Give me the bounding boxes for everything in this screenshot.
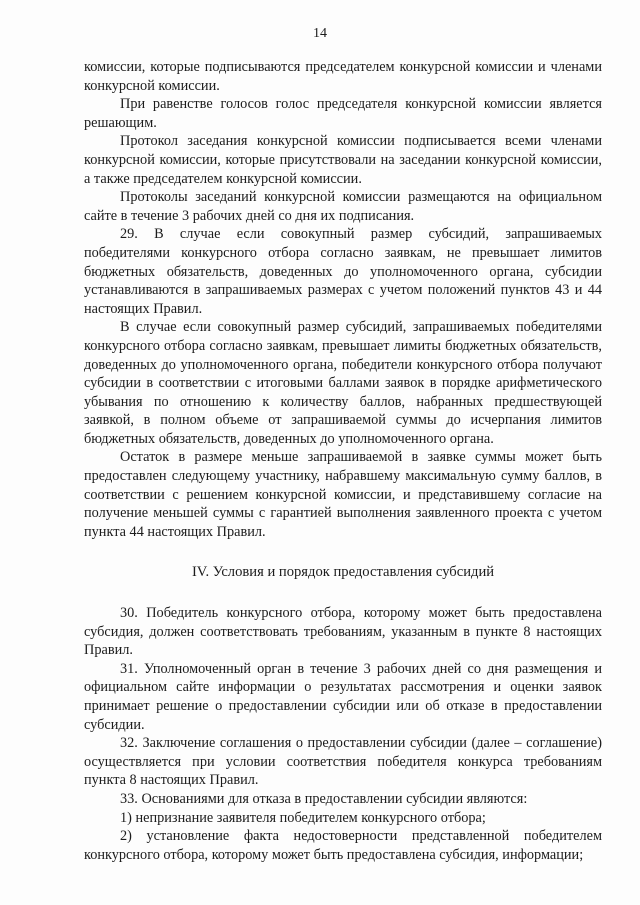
paragraph: При равенстве голосов голос председателя конкурсной комиссии является решающим. — [84, 96, 602, 131]
paragraph-item-33: 33. Основаниями для отказа в предоставлении субсидии являются: — [120, 790, 528, 807]
paragraph-item-29: 29. В случае если совокупный размер субсидий, запрашиваемых победителями конкурсного отбора согласно заявкам, не превышает лимитов бюджетных обязательств, доведенных до уполномоченного органа, субсидии устанавливаются в запрашиваемых размерах с учетом положений пунктов 43 и 44 настоящих Правил. — [84, 226, 602, 317]
paragraph: Протокол заседания конкурсной комиссии подписывается всеми членами конкурсной комиссии, которые присутствовали на заседании конкурсной комиссии, а также председателем конкурсной комиссии. — [84, 133, 602, 187]
paragraph-item-32: 32. Заключение соглашения о предоставлении субсидии (далее – соглашение) осуществляется при условии соответствия победителя конкурса требованиям пункта 8 настоящих Правил. — [84, 735, 602, 789]
document-body — [84, 58, 602, 864]
paragraph-item-31: 31. Уполномоченный орган в течение 3 рабочих дней со дня размещения и официальном сайте информации о результатах рассмотрения и оценки заявок принимает решение о предоставлении субсидии или об отказе в предоставлении субсидии. — [84, 660, 602, 733]
list-item: 1) непризнание заявителя победителем конкурсного отбора; — [120, 809, 486, 826]
page-number: 14 — [313, 26, 327, 41]
list-item: 2) установление факта недостоверности представленной победителем конкурсного отбора, которому может быть предоставлена субсидия, информации; — [84, 828, 602, 863]
paragraph-continuation: комиссии, которые подписываются председателем конкурсной комиссии и членами конкурсной комиссии. — [84, 59, 602, 94]
paragraph: Протоколы заседаний конкурсной комиссии размещаются на официальном сайте в течение 3 рабочих дней со дня их подписания. — [84, 189, 602, 224]
section-heading: IV. Условия и порядок предоставления субсидий — [191, 564, 495, 581]
paragraph: Остаток в размере меньше запрашиваемой в заявке суммы может быть предоставлен следующему участнику, набравшему максимальную сумму баллов, в соответствии с решением конкурсной комиссии, и представившему согласие на получение меньшей суммы с гарантией выполнения заявленного проекта с учетом пункта 44 настоящих Правил. — [84, 449, 602, 540]
paragraph-item-30: 30. Победитель конкурсного отбора, которому может быть предоставлена субсидия, должен соответствовать требованиям, указанным в пункте 8 настоящих Правил. — [84, 605, 602, 659]
paragraph: В случае если совокупный размер субсидий, запрашиваемых победителями конкурсного отбора согласно заявкам, превышает лимиты бюджетных обязательств, доведенных до уполномоченного органа, победители конкурсного отбора получают субсидии в соответствии с итоговыми баллами заявок в порядке арифметического убывания по отношению к количеству баллов, набранных предшествующей заявкой, в полном объеме от запрашиваемой суммы до исчерпания лимитов бюджетных обязательств, доведенных до уполномоченного органа. — [84, 319, 602, 447]
